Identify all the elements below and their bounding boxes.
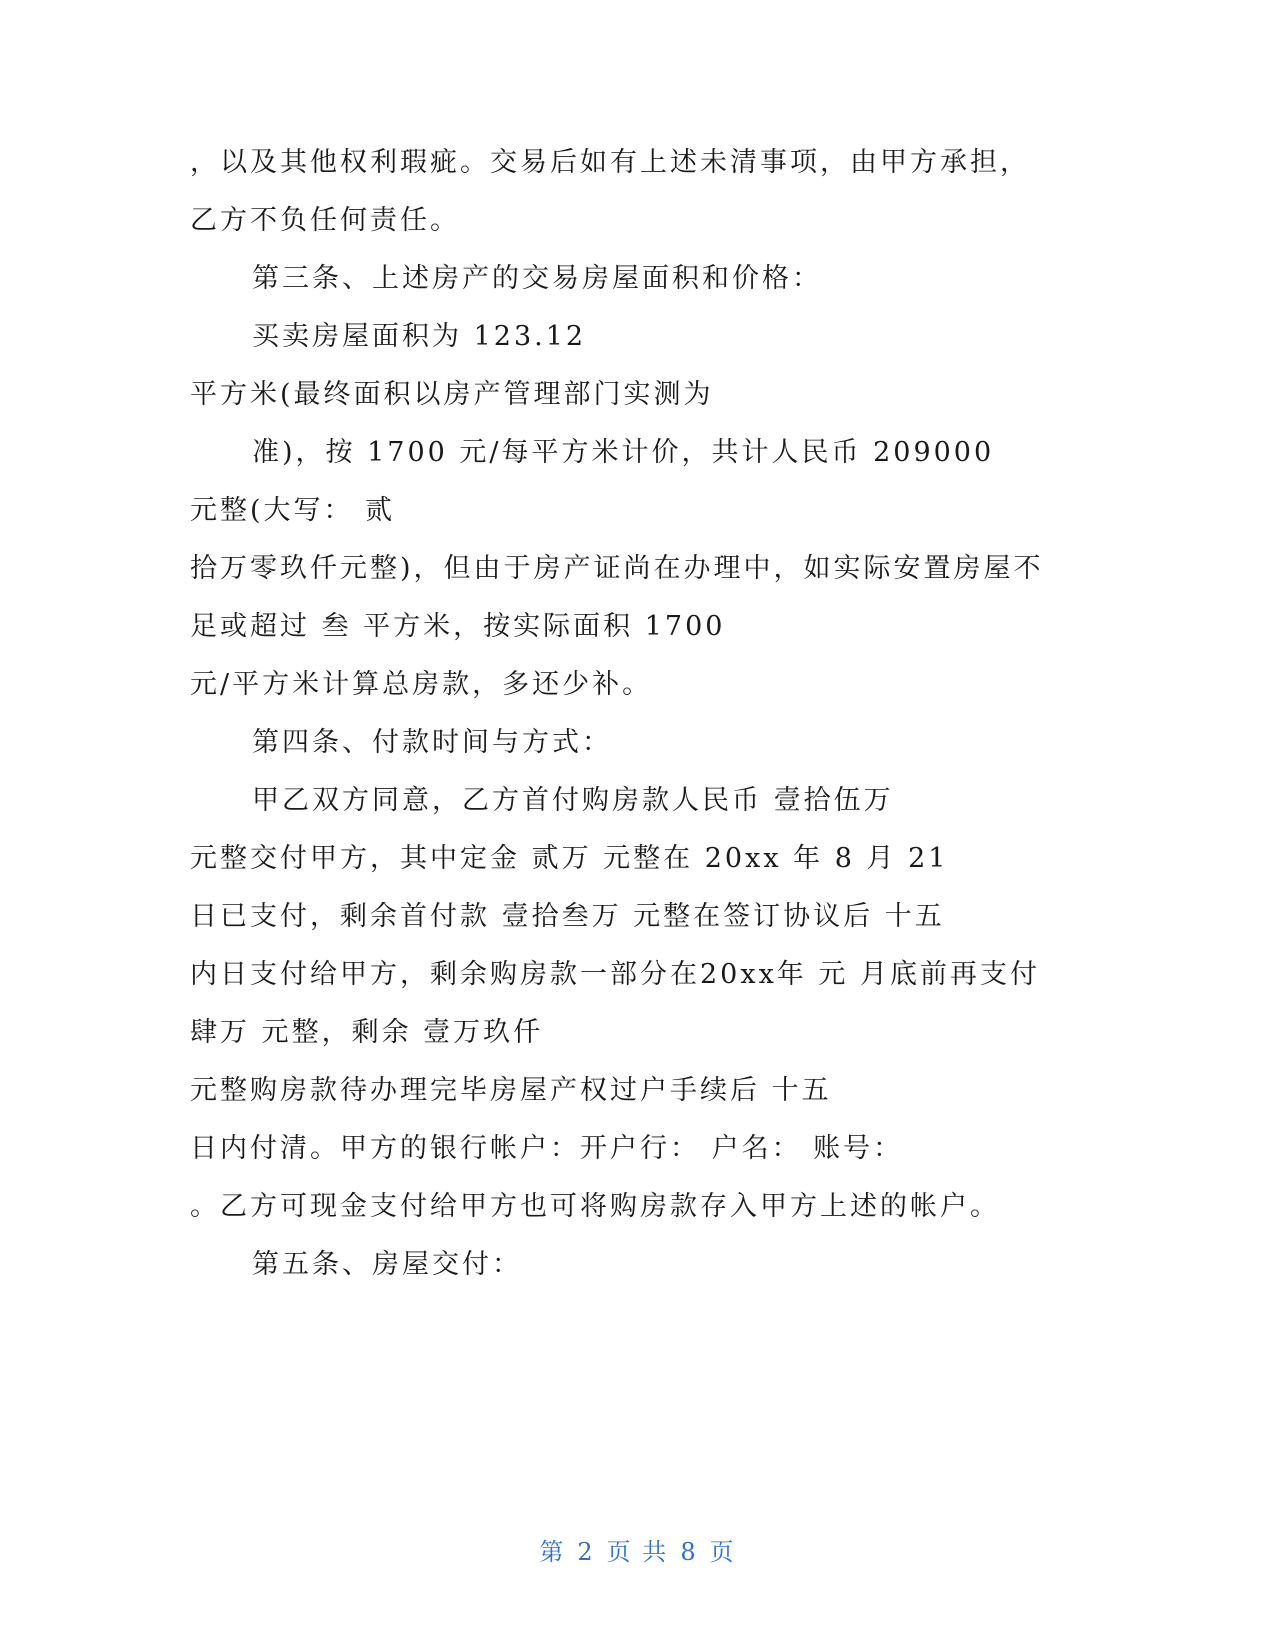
text-line: 元整购房款待办理完毕房屋产权过户手续后 十五	[190, 1075, 832, 1106]
text-line: 元整交付甲方，其中定金 贰万 元整在 20xx 年 8 月 21	[190, 843, 949, 874]
text-line: 拾万零玖仟元整)，但由于房产证尚在办理中，如实际安置房屋不	[190, 553, 1044, 584]
text-line: 足或超过 叁 平方米，按实际面积 1700	[190, 611, 726, 642]
page-footer	[0, 1536, 1275, 1568]
text-line: 。乙方可现金支付给甲方也可将购房款存入甲方上述的帐户。	[190, 1191, 1000, 1222]
section-heading-4: 第四条、付款时间与方式：	[252, 727, 612, 758]
text-line: 元/平方米计算总房款，多还少补。	[190, 669, 653, 700]
footer-total-pages: 8	[680, 1538, 698, 1566]
footer-prefix: 第	[539, 1538, 566, 1566]
text-line: 准)，按 1700 元/每平方米计价，共计人民币 209000	[252, 437, 995, 468]
text-line: 日内付清。甲方的银行帐户：开户行： 户名： 账号：	[190, 1133, 904, 1164]
text-line: 平方米(最终面积以房产管理部门实测为	[190, 379, 714, 410]
section-heading-3: 第三条、上述房产的交易房屋面积和价格：	[252, 263, 822, 294]
text-line: 甲乙双方同意，乙方首付购房款人民币 壹拾伍万	[252, 785, 894, 816]
text-line: 元整(大写： 贰	[190, 495, 396, 526]
section-heading-5: 第五条、房屋交付：	[252, 1249, 522, 1280]
footer-middle: 页 共	[606, 1538, 669, 1566]
footer-current-page: 2	[577, 1538, 595, 1566]
text-line: 乙方不负任何责任。	[190, 205, 460, 236]
text-line: 内日支付给甲方，剩余购房款一部分在20xx年 元 月底前再支付	[190, 959, 1040, 990]
text-line: 肆万 元整，剩余 壹万玖仟	[190, 1017, 544, 1048]
text-line: ，以及其他权利瑕疵。交易后如有上述未清事项，由甲方承担，	[190, 147, 1030, 178]
text-line: 日已支付，剩余首付款 壹拾叁万 元整在签订协议后 十五	[190, 901, 945, 932]
footer-suffix: 页	[709, 1538, 736, 1566]
text-line: 买卖房屋面积为 123.12	[252, 321, 587, 352]
